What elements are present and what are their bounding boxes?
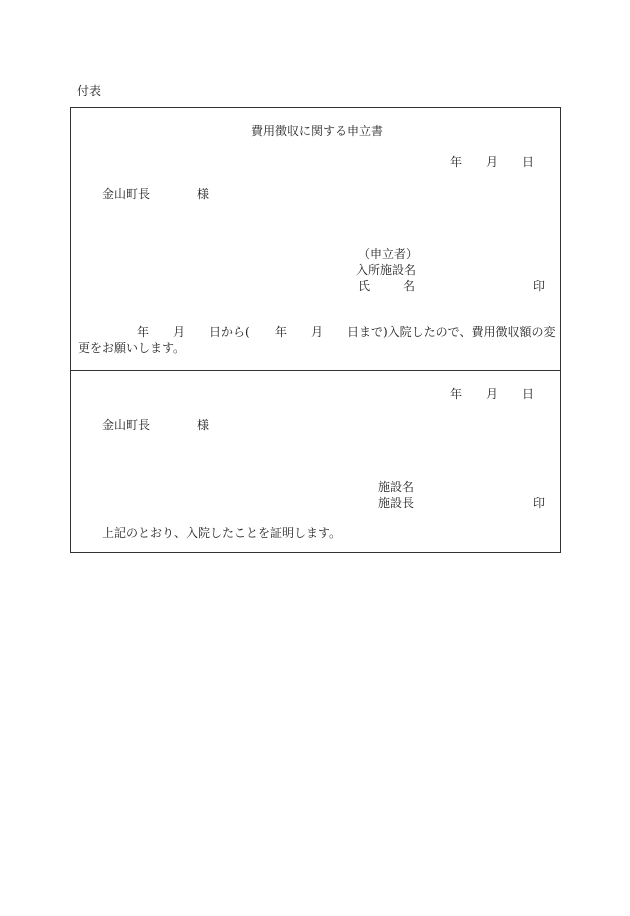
seal-mark: 印: [533, 279, 546, 293]
period-day-from: 日から(: [209, 325, 250, 339]
applicant-heading: （申立者）: [358, 247, 419, 261]
cert-addressee-name: 金山町長: [102, 418, 151, 432]
cert-date-year: 年: [450, 387, 463, 401]
name-label-first: 氏: [358, 279, 371, 293]
date-year: 年: [450, 155, 463, 169]
cert-director-label: 施設長: [378, 496, 415, 510]
attachment-label: 付表: [77, 84, 102, 98]
certificate-section: [70, 370, 561, 553]
cert-addressee-honorific: 様: [197, 418, 210, 432]
period-year-to: 年: [275, 325, 288, 339]
period-month-from: 月: [173, 325, 186, 339]
cert-seal-mark: 印: [533, 496, 546, 510]
date-month: 月: [486, 155, 499, 169]
addressee-honorific: 様: [197, 187, 210, 201]
request-text-line2: 更をお願いします。: [78, 341, 186, 355]
cert-facility-label: 施設名: [378, 480, 415, 494]
addressee-name: 金山町長: [102, 187, 151, 201]
period-year-from: 年: [137, 325, 150, 339]
cert-date-month: 月: [486, 387, 499, 401]
application-section: [70, 107, 561, 371]
form-title: 費用徴収に関する申立書: [251, 124, 384, 138]
name-label-second: 名: [403, 279, 416, 293]
cert-date-day: 日: [522, 387, 535, 401]
facility-name-label: 入所施設名: [356, 263, 417, 277]
cert-statement: 上記のとおり、入院したことを証明します。: [102, 526, 342, 540]
date-day: 日: [522, 155, 535, 169]
period-month-to: 月: [311, 325, 324, 339]
period-rest-text: 日まで)入院したので、費用徴収額の変: [347, 325, 556, 339]
